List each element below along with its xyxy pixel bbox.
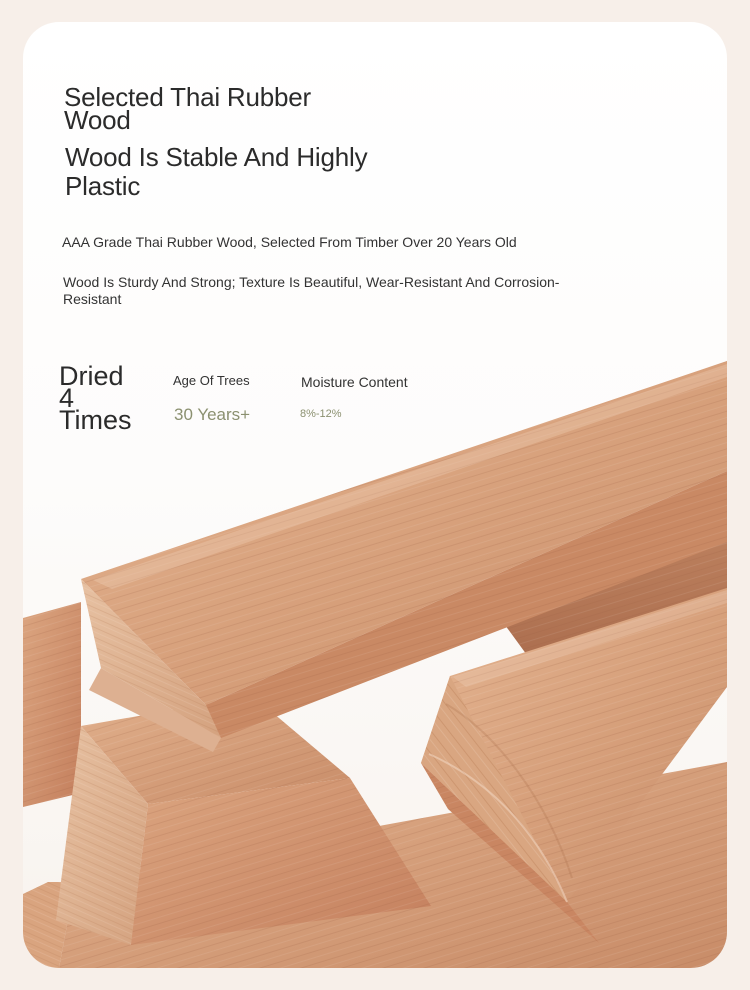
description-properties: Wood Is Sturdy And Strong; Texture Is Beautiful, Wear-Resistant And Corrosion-Resistant <box>63 274 560 307</box>
product-copy <box>23 22 727 968</box>
age-of-trees-value: 30 Years+ <box>174 405 251 424</box>
moisture-content-label: Moisture Content <box>301 374 408 390</box>
description-grade: AAA Grade Thai Rubber Wood, Selected From Timber Over 20 Years Old <box>62 234 517 250</box>
moisture-content-value: 8%-12% <box>300 408 342 420</box>
page-title: Selected Thai Rubber Wood <box>64 82 312 135</box>
product-card <box>23 22 727 968</box>
dried-times-label: Dried 4 Times <box>59 361 132 435</box>
age-of-trees-label: Age Of Trees <box>173 373 250 388</box>
page-subtitle: Wood Is Stable And Highly Plastic <box>65 142 368 201</box>
